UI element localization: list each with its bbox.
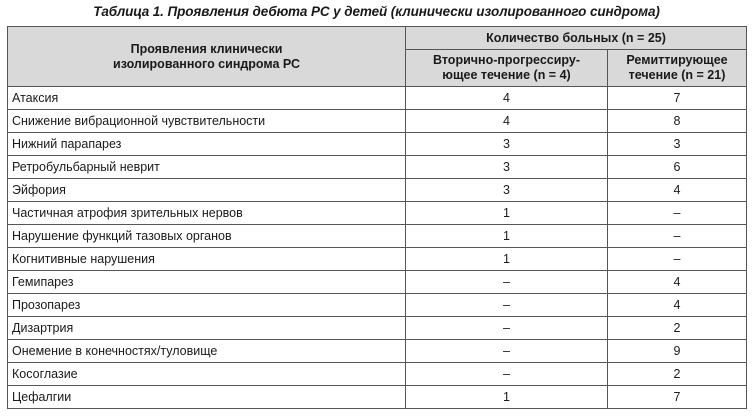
remitting-count-cell: 4 bbox=[608, 294, 747, 317]
manifestation-cell: Прозопарез bbox=[8, 294, 406, 317]
remitting-count-cell: 9 bbox=[608, 340, 747, 363]
remitting-count-cell: 7 bbox=[608, 386, 747, 409]
table-row bbox=[8, 110, 747, 133]
header-remitting-line2: течение (n = 21) bbox=[628, 68, 726, 82]
secondary-count-cell: 4 bbox=[406, 87, 608, 110]
table-row bbox=[8, 271, 747, 294]
table-row bbox=[8, 317, 747, 340]
header-secondary-line1: Вторично-прогрессиру- bbox=[432, 53, 580, 67]
remitting-count-cell: 4 bbox=[608, 179, 747, 202]
remitting-count-cell: 4 bbox=[608, 271, 747, 294]
secondary-count-cell: 3 bbox=[406, 133, 608, 156]
manifestation-cell: Когнитивные нарушения bbox=[8, 248, 406, 271]
table-row bbox=[8, 386, 747, 409]
remitting-count-cell: – bbox=[608, 225, 747, 248]
table-row bbox=[8, 225, 747, 248]
table-row bbox=[8, 363, 747, 386]
remitting-count-cell: 3 bbox=[608, 133, 747, 156]
manifestation-cell: Косоглазие bbox=[8, 363, 406, 386]
secondary-count-cell: – bbox=[406, 271, 608, 294]
header-row-1 bbox=[8, 27, 747, 50]
secondary-count-cell: – bbox=[406, 340, 608, 363]
manifestation-cell: Онемение в конечностях/туловище bbox=[8, 340, 406, 363]
remitting-count-cell: 7 bbox=[608, 87, 747, 110]
header-secondary-progressive bbox=[406, 50, 608, 87]
secondary-count-cell: 1 bbox=[406, 225, 608, 248]
secondary-count-cell: – bbox=[406, 363, 608, 386]
manifestation-cell: Нижний парапарез bbox=[8, 133, 406, 156]
table-row bbox=[8, 202, 747, 225]
remitting-count-cell: 2 bbox=[608, 317, 747, 340]
secondary-count-cell: 3 bbox=[406, 156, 608, 179]
table-row bbox=[8, 340, 747, 363]
secondary-count-cell: 1 bbox=[406, 202, 608, 225]
header-manifestations-line1: Проявления клинически bbox=[130, 41, 283, 56]
manifestation-cell: Дизартрия bbox=[8, 317, 406, 340]
data-table bbox=[7, 26, 747, 409]
manifestation-cell: Эйфория bbox=[8, 179, 406, 202]
table-row bbox=[8, 156, 747, 179]
remitting-count-cell: 6 bbox=[608, 156, 747, 179]
table-row bbox=[8, 248, 747, 271]
secondary-count-cell: 3 bbox=[406, 179, 608, 202]
header-secondary-line2: ющее течение (n = 4) bbox=[442, 68, 571, 82]
header-patient-count: Количество больных (n = 25) bbox=[406, 27, 747, 50]
table-row bbox=[8, 87, 747, 110]
manifestation-cell: Нарушение функций тазовых органов bbox=[8, 225, 406, 248]
secondary-count-cell: – bbox=[406, 294, 608, 317]
table-row bbox=[8, 294, 747, 317]
table-row bbox=[8, 133, 747, 156]
manifestation-cell: Снижение вибрационной чувствительности bbox=[8, 110, 406, 133]
remitting-count-cell: – bbox=[608, 202, 747, 225]
remitting-count-cell: 8 bbox=[608, 110, 747, 133]
table-caption: Таблица 1. Проявления дебюта РС у детей (клинически изолированного синдрома) bbox=[93, 4, 660, 19]
manifestation-cell: Атаксия bbox=[8, 87, 406, 110]
manifestation-cell: Ретробульбарный неврит bbox=[8, 156, 406, 179]
manifestation-cell: Гемипарез bbox=[8, 271, 406, 294]
secondary-count-cell: 4 bbox=[406, 110, 608, 133]
table-body bbox=[8, 87, 747, 409]
table-header bbox=[8, 27, 747, 87]
header-remitting bbox=[608, 50, 747, 87]
header-manifestations-line2: изолированного синдрома РС bbox=[113, 56, 300, 71]
manifestation-cell: Цефалгии bbox=[8, 386, 406, 409]
secondary-count-cell: – bbox=[406, 317, 608, 340]
remitting-count-cell: – bbox=[608, 248, 747, 271]
remitting-count-cell: 2 bbox=[608, 363, 747, 386]
header-remitting-line1: Ремиттирующее bbox=[626, 53, 728, 67]
secondary-count-cell: 1 bbox=[406, 386, 608, 409]
header-manifestations bbox=[8, 27, 406, 87]
table-row bbox=[8, 179, 747, 202]
manifestation-cell: Частичная атрофия зрительных нервов bbox=[8, 202, 406, 225]
secondary-count-cell: 1 bbox=[406, 248, 608, 271]
